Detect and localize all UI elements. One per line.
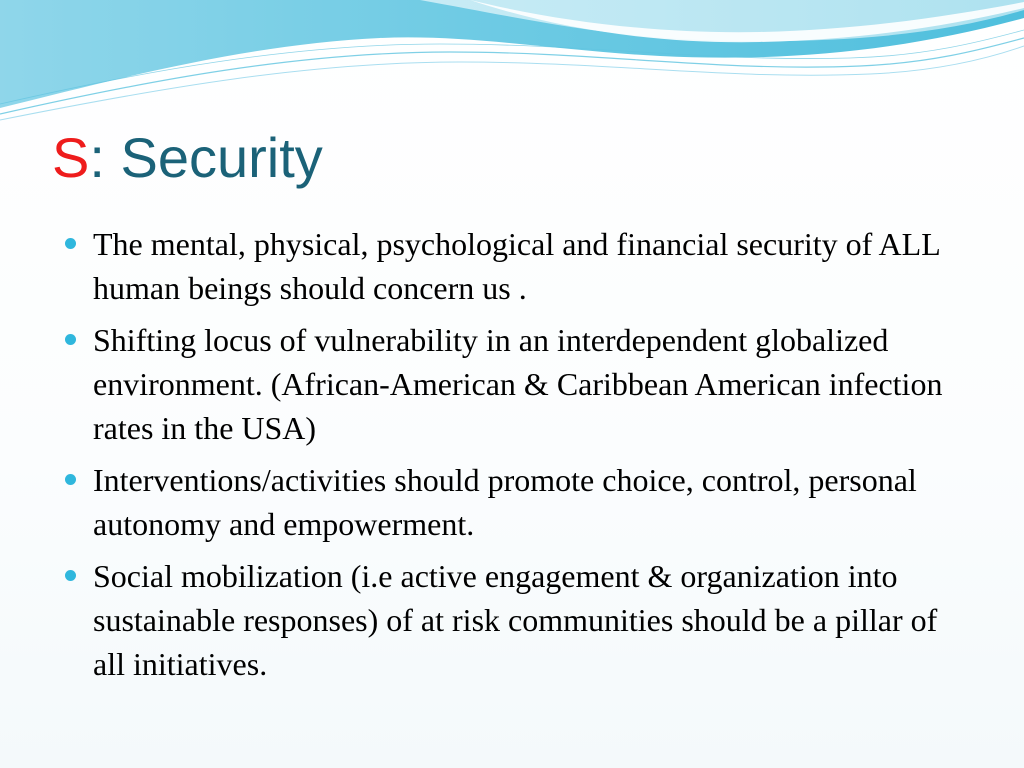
slide-title: [52, 126, 323, 190]
bullet-text: Interventions/activities should promote choice, control, personal autonomy and empowerment.: [93, 462, 917, 542]
bullet-item: [60, 318, 960, 450]
decorative-wave-banner: [0, 0, 1024, 130]
title-text: : Security: [89, 126, 323, 189]
bullet-dot-icon: [65, 474, 76, 485]
bullet-text: Social mobilization (i.e active engagement & organization into sustainable responses) of at risk communities should be a pillar of all initiatives.: [93, 558, 938, 682]
bullet-item: [60, 554, 960, 686]
bullet-dot-icon: [65, 334, 76, 345]
bullet-dot-icon: [65, 570, 76, 581]
bullet-list: [60, 222, 960, 694]
bullet-dot-icon: [65, 238, 76, 249]
bullet-text: Shifting locus of vulnerability in an interdependent globalized environment. (African-American & Caribbean American infection rates in the USA): [93, 322, 943, 446]
bullet-item: [60, 222, 960, 310]
bullet-item: [60, 458, 960, 546]
title-accent-letter: S: [52, 126, 90, 189]
bullet-text: The mental, physical, psychological and financial security of ALL human beings should concern us .: [93, 226, 940, 306]
